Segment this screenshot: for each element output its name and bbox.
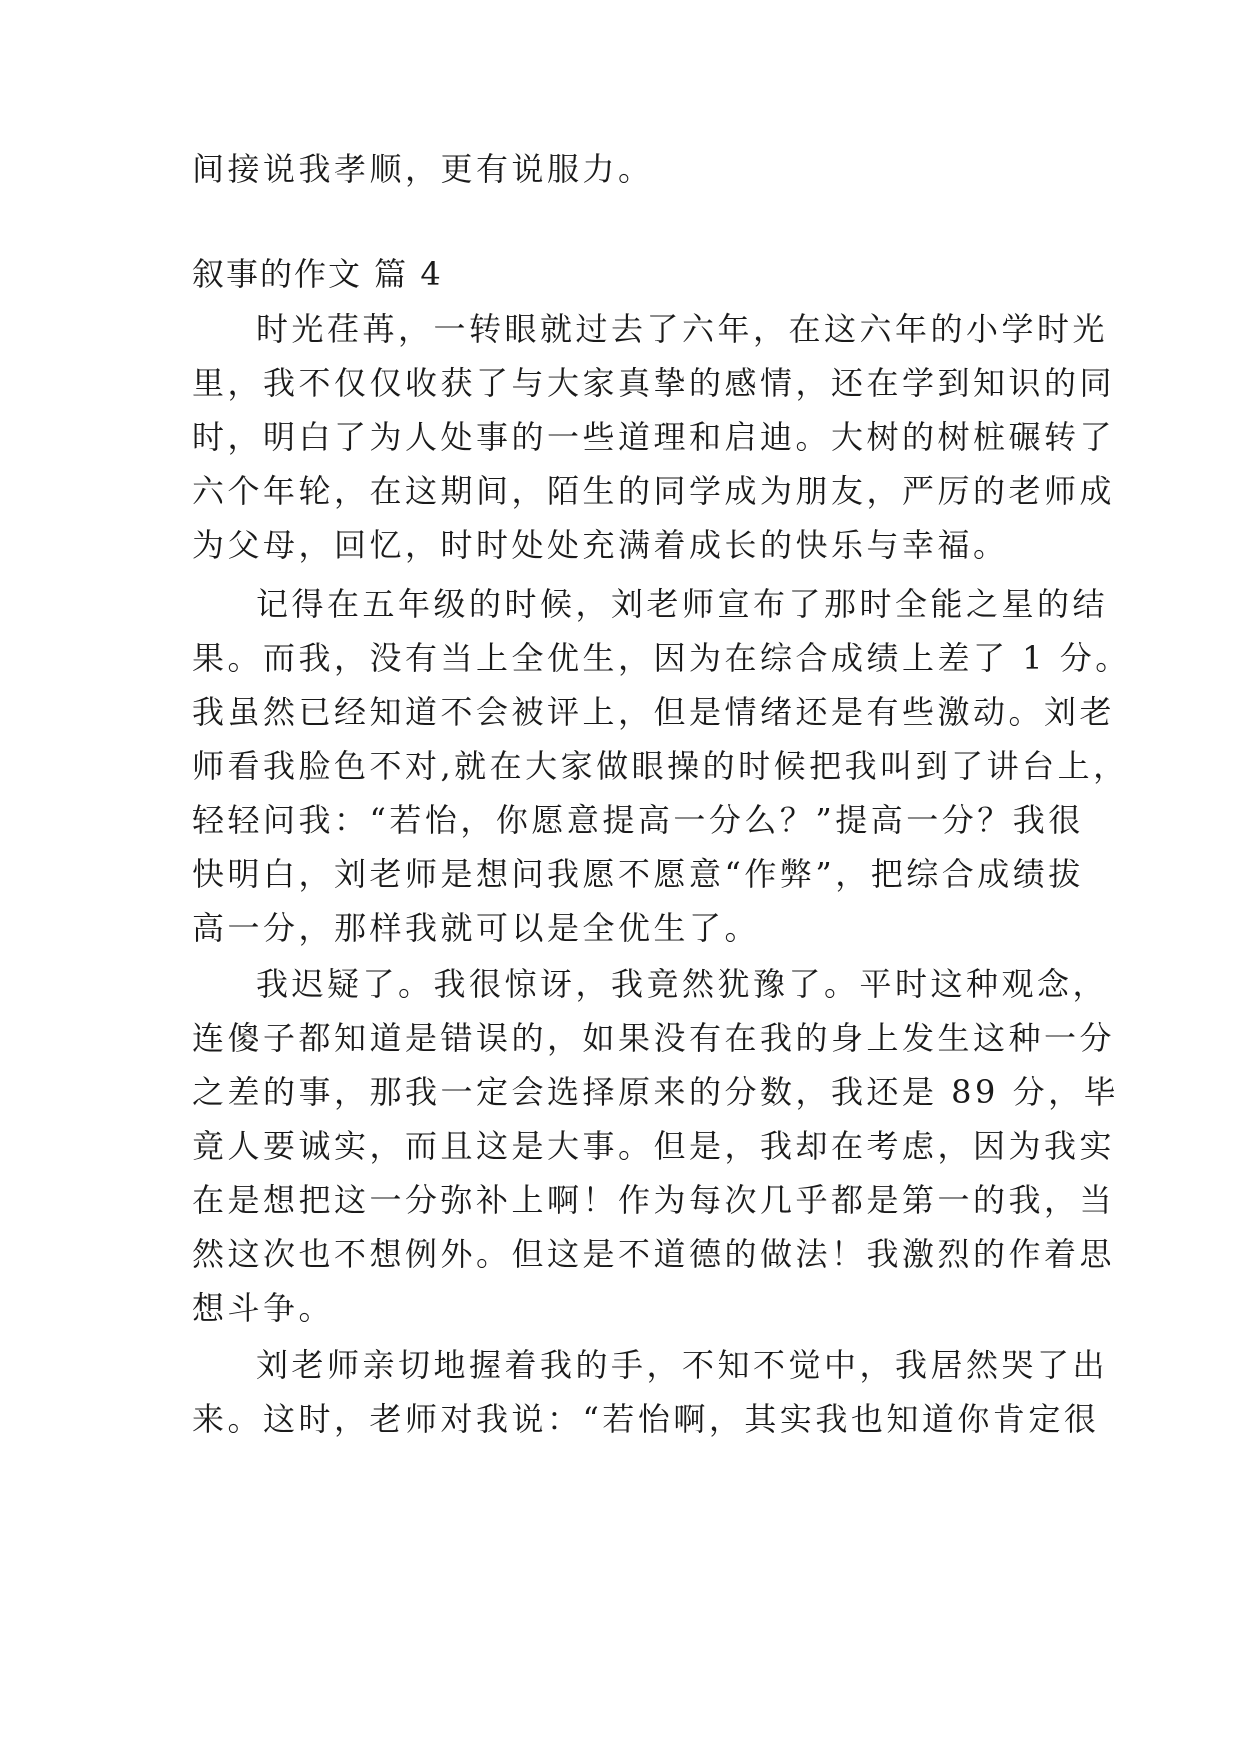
paragraph-line: 来。这时，老师对我说：“若怡啊，其实我也知道你肯定很 <box>192 1400 1100 1438</box>
paragraph-line: 为父母，回忆，时时处处充满着成长的快乐与幸福。 <box>192 526 1009 564</box>
paragraph-line: 轻轻问我：“若怡，你愿意提高一分么？”提高一分？我很 <box>192 801 1084 839</box>
paragraph-line: 果。而我，没有当上全优生，因为在综合成绩上差了 1 分。 <box>192 639 1131 677</box>
paragraph-line: 竟人要诚实，而且这是大事。但是，我却在考虑，因为我实 <box>192 1127 1116 1165</box>
paragraph-line: 连傻子都知道是错误的，如果没有在我的身上发生这种一分 <box>192 1019 1116 1057</box>
paragraph-line: 想斗争。 <box>192 1289 335 1327</box>
paragraph-line: 之差的事，那我一定会选择原来的分数，我还是 89 分，毕 <box>192 1073 1120 1111</box>
paragraph-line: 然这次也不想例外。但这是不道德的做法！我激烈的作着思 <box>192 1235 1116 1273</box>
paragraph-line: 里，我不仅仅收获了与大家真挚的感情，还在学到知识的同 <box>192 364 1116 402</box>
paragraph-line: 快明白，刘老师是想问我愿不愿意“作弊”，把综合成绩拔 <box>192 855 1084 893</box>
paragraph-line: 时光荏苒，一转眼就过去了六年，在这六年的小学时光 <box>256 310 1109 348</box>
paragraph-line: 记得在五年级的时候，刘老师宣布了那时全能之星的结 <box>256 585 1109 623</box>
section-heading: 叙事的作文 篇 4 <box>192 255 443 293</box>
paragraph-line: 在是想把这一分弥补上啊！作为每次几乎都是第一的我，当 <box>192 1181 1116 1219</box>
paragraph-line: 我虽然已经知道不会被评上，但是情绪还是有些激动。刘老 <box>192 693 1116 731</box>
paragraph-line: 师看我脸色不对,就在大家做眼操的时候把我叫到了讲台上， <box>192 747 1129 785</box>
paragraph-line: 时，明白了为人处事的一些道理和启迪。大树的树桩碾转了 <box>192 418 1116 456</box>
paragraph-line: 我迟疑了。我很惊讶，我竟然犹豫了。平时这种观念， <box>256 965 1109 1003</box>
paragraph-line: 刘老师亲切地握着我的手，不知不觉中，我居然哭了出 <box>256 1346 1109 1384</box>
text-line: 间接说我孝顺，更有说服力。 <box>192 150 654 188</box>
paragraph-line: 高一分，那样我就可以是全优生了。 <box>192 909 761 947</box>
paragraph-line: 六个年轮，在这期间，陌生的同学成为朋友，严厉的老师成 <box>192 472 1116 510</box>
